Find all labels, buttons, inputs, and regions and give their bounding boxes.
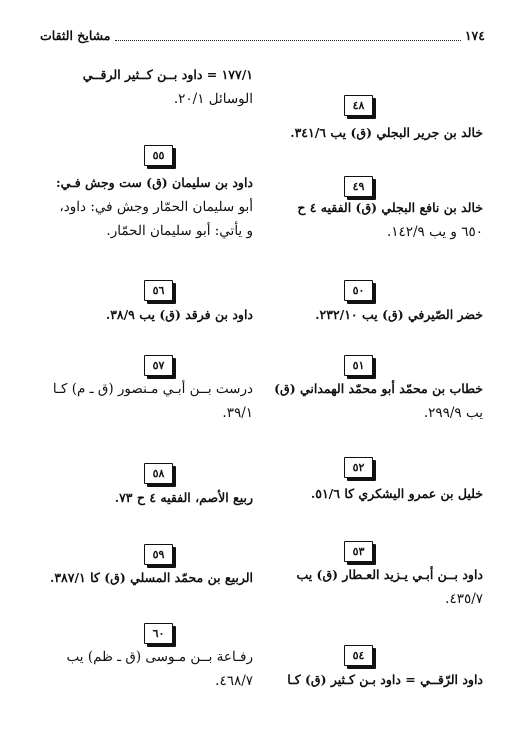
entry-line: الربيع بن محمّد المسلي (ق) كا ٣٨٧/١. xyxy=(49,570,253,585)
entry-line: ٤٦٨/٧. xyxy=(215,673,253,689)
entry-line: داود بــن أبـي يـزيد العـطار (ق) يب xyxy=(296,567,483,582)
entry-number-badge: ٥٠ xyxy=(344,280,373,301)
entry-line: أبو سليمان الحمّار وجش في: داود، xyxy=(59,199,253,215)
entry-line: خضر الصّيرفي (ق) يب ٢٣٢/١٠. xyxy=(315,307,483,322)
entry-line: خطاب بن محمّد أبو محمّد الهمداني (ق) xyxy=(274,381,483,396)
entry-line: داود بن فرقد (ق) يب ٣٨/٩. xyxy=(105,307,253,322)
entry-line: درست بــن أبـي مـنصور (ق ـ م) كـا xyxy=(52,381,253,397)
entry-line: رفـاعة بــن مـوسى (ق ـ ظم) يب xyxy=(66,649,253,665)
entry-57 xyxy=(53,355,253,425)
running-title: مشايخ الثقات xyxy=(40,27,111,43)
header-leader-dots xyxy=(115,40,461,41)
entry-number-badge: ٥٣ xyxy=(344,541,373,562)
entry-line: داود بن سليمان (ق) ست وجش فـي: xyxy=(56,175,253,190)
entry-55 xyxy=(56,145,253,243)
page-header xyxy=(40,24,485,46)
entry-number-badge: ٥٧ xyxy=(144,355,173,376)
entry-line: ٣٩/١. xyxy=(222,405,253,421)
entry-line: خالد بن جرير البجلي (ق) يب ٣٤١/٦. xyxy=(290,125,483,140)
entry-number-badge: ٤٨ xyxy=(344,95,373,116)
entry-number-badge: ٥٥ xyxy=(144,145,173,166)
entry-line: الوسائل ٢٠/١. xyxy=(173,91,253,107)
page-number: ١٧٤ xyxy=(464,27,485,43)
entry-54 xyxy=(287,645,483,692)
entry-number-badge: ٥٢ xyxy=(344,457,373,478)
entry-line: يب ٢٩٩/٩. xyxy=(423,405,483,421)
entry-line: و يأتي: أبو سليمان الحمّار. xyxy=(106,223,253,239)
entry-line: خالد بن نافع البجلي (ق) الفقيه ٤ ح xyxy=(297,200,483,215)
entry-line: داود الرّقــي = داود بـن كـثير (ق) كـا xyxy=(287,672,483,687)
entry-58 xyxy=(115,463,253,510)
entry-number-badge: ٥٦ xyxy=(144,280,173,301)
entry-49 xyxy=(297,176,483,244)
entry-59 xyxy=(50,544,253,590)
entry-60 xyxy=(67,623,253,693)
entry-51 xyxy=(274,355,483,425)
entry-line: ربيع الأصم، الفقيه ٤ ح ٧٣. xyxy=(114,490,253,505)
entry-52 xyxy=(311,457,483,506)
entry-line: ٤٣٥/٧. xyxy=(445,591,483,607)
entry-line: ٦٥٠ و يب ١٤٢/٩. xyxy=(386,224,483,240)
entry-number-badge: ٤٩ xyxy=(344,176,373,197)
entry-number-badge: ٦٠ xyxy=(144,623,173,644)
entry-50 xyxy=(315,280,483,327)
entry-number-badge: ٥٩ xyxy=(144,544,173,565)
entry-line: خليل بن عمرو اليشكري كا ٥١/٦. xyxy=(310,486,483,501)
entry-line: ١٧٧/١ = داود بــن كــثير الرقــي xyxy=(82,67,253,82)
entry-number-badge: ٥٨ xyxy=(144,463,173,484)
entry-53 xyxy=(296,541,483,611)
continuation-entry xyxy=(83,63,253,111)
entry-number-badge: ٥٤ xyxy=(344,645,373,666)
entry-48 xyxy=(290,95,483,145)
entry-number-badge: ٥١ xyxy=(344,355,373,376)
entry-56 xyxy=(106,280,253,327)
